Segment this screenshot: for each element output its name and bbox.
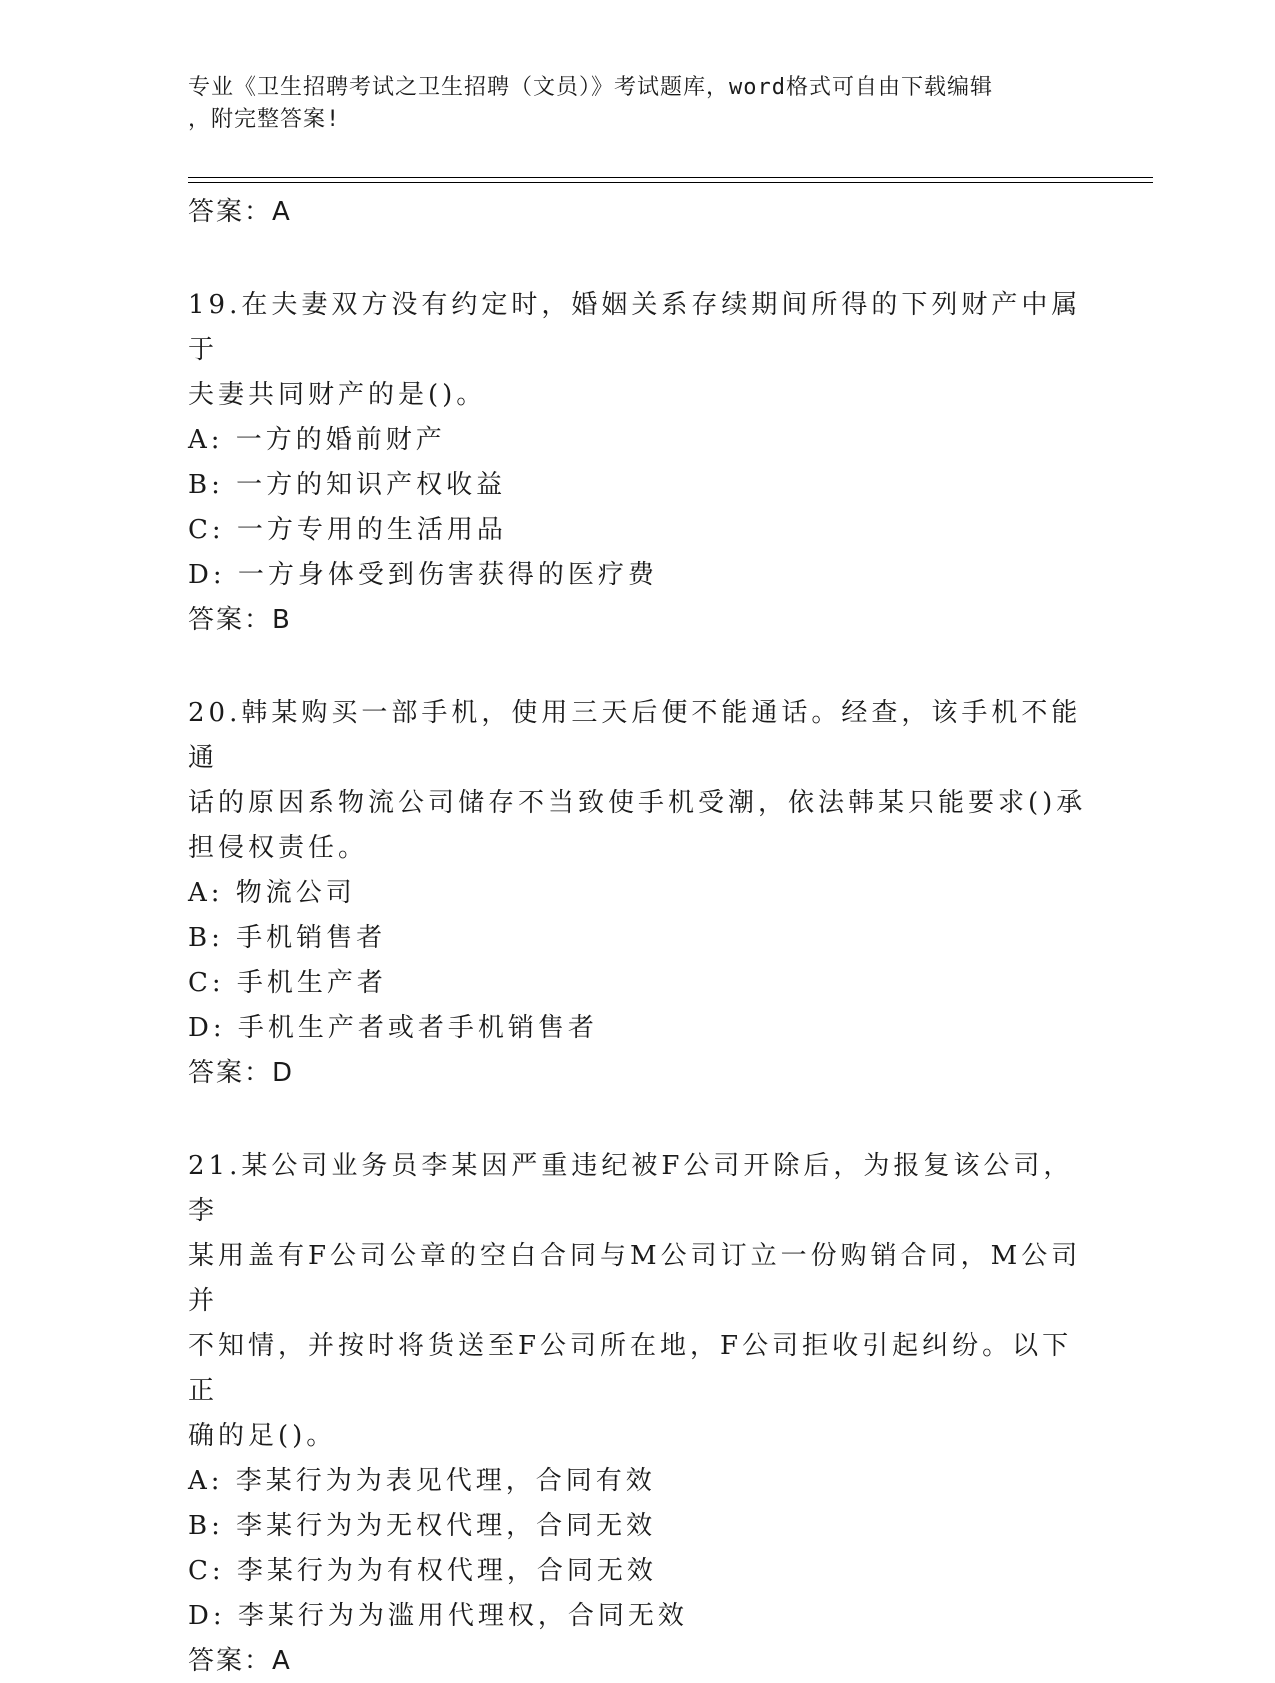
option-a: A: 一方的婚前财产 xyxy=(188,425,446,455)
document-header xyxy=(188,72,1068,136)
question-text-line: 19.在夫妻双方没有约定时，婚姻关系存续期间所得的下列财产中属于 xyxy=(188,290,1082,365)
question-text-line: 20.韩某购买一部手机，使用三天后便不能通话。经查，该手机不能通 xyxy=(188,698,1082,773)
question-text-line: 话的原因系物流公司储存不当致使手机受潮，依法韩某只能要求()承 xyxy=(188,788,1087,818)
header-divider-top xyxy=(188,177,1153,178)
question-text-line: 21.某公司业务员李某因严重违纪被F公司开除后，为报复该公司，李 xyxy=(188,1151,1074,1226)
spacer xyxy=(188,642,1088,691)
question-text-line: 夫妻共同财产的是()。 xyxy=(188,380,487,410)
question-text-line: 担侵权责任。 xyxy=(188,833,369,863)
header-line-1: 专业《卫生招聘考试之卫生招聘（文员）》考试题库，word格式可自由下载编辑 xyxy=(188,75,993,100)
question-list xyxy=(188,190,1088,1683)
header-divider-bottom xyxy=(188,182,1153,183)
option-b: B: 手机销售者 xyxy=(188,923,387,953)
option-c: C: 李某行为为有权代理，合同无效 xyxy=(188,1556,657,1586)
question-block-21 xyxy=(188,1144,1088,1683)
option-b: B: 李某行为为无权代理，合同无效 xyxy=(188,1511,657,1541)
spacer xyxy=(188,1095,1088,1144)
option-a: A: 物流公司 xyxy=(188,878,356,908)
option-d: D: 手机生产者或者手机销售者 xyxy=(188,1013,598,1043)
option-d: D: 一方身体受到伤害获得的医疗费 xyxy=(188,560,658,590)
question-text-line: 某用盖有F公司公章的空白合同与M公司订立一份购销合同，M公司并 xyxy=(188,1241,1082,1316)
header-line-2: ，附完整答案! xyxy=(188,107,341,132)
question-text-line: 不知情，并按时将货送至F公司所在地，F公司拒收引起纠纷。以下正 xyxy=(188,1331,1073,1406)
option-c: C: 手机生产者 xyxy=(188,968,387,998)
answer-line: 答案：D xyxy=(188,1058,295,1088)
spacer xyxy=(188,234,1088,283)
answer-line: 答案：A xyxy=(188,1646,292,1676)
option-c: C: 一方专用的生活用品 xyxy=(188,515,507,545)
answer-line: 答案：B xyxy=(188,605,292,635)
option-b: B: 一方的知识产权收益 xyxy=(188,470,507,500)
option-a: A: 李某行为为表见代理，合同有效 xyxy=(188,1466,656,1496)
question-block-19 xyxy=(188,283,1088,642)
answer-line: 答案：A xyxy=(188,197,292,227)
question-text-line: 确的足()。 xyxy=(188,1421,337,1451)
option-d: D: 李某行为为滥用代理权，合同无效 xyxy=(188,1601,688,1631)
question-block-20 xyxy=(188,691,1088,1095)
